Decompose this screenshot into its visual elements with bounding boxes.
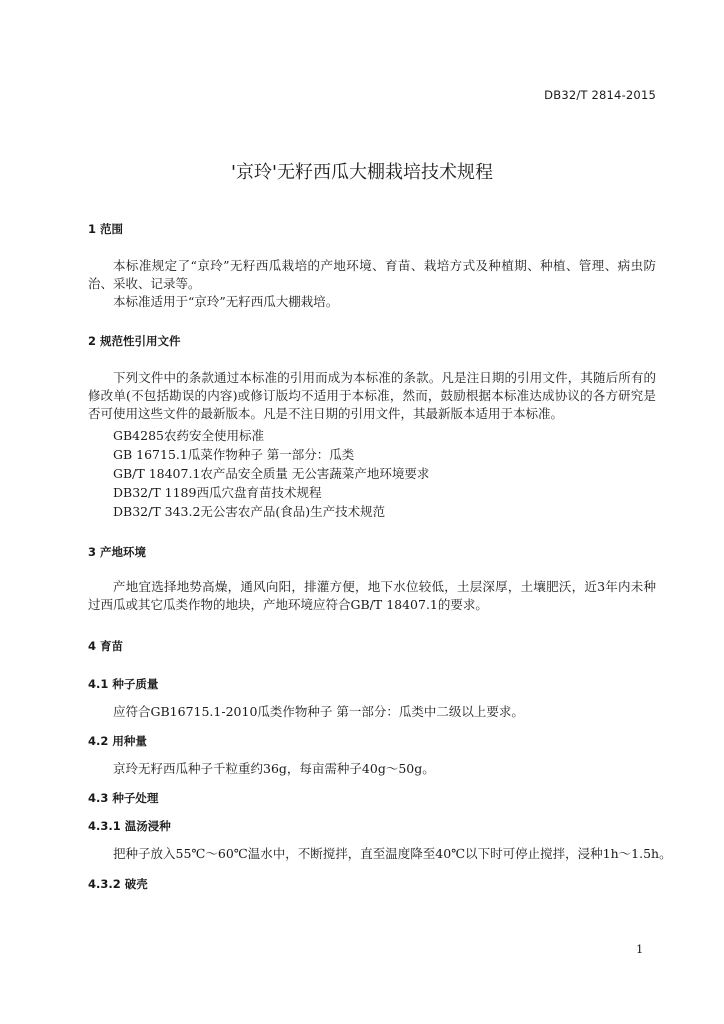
section-1-line-2: 治、采收、记录等。 (88, 276, 201, 291)
section-1-line-1: 本标准规定了“京玲”无籽西瓜栽培的产地环境、育苗、栽培方式及种植期、种植、管理、病虫防 (113, 258, 656, 273)
section-3-line-2: 过西瓜或其它瓜类作物的地块，产地环境应符合GB/T 18407.1的要求。 (88, 597, 488, 612)
subsection-4-1-text: 应符合GB16715.1-2010瓜类作物种子 第一部分：瓜类中二级以上要求。 (113, 704, 524, 719)
section-2-line-1: 下列文件中的条款通过本标准的引用而成为本标准的条款。凡是注日期的引用文件，其随后所有的 (113, 370, 656, 385)
document-number: DB32/T 2814-2015 (544, 88, 656, 102)
subsection-heading-4-3: 4.3 种子处理 (88, 791, 159, 805)
subsection-4-3-1-text: 把种子放入55℃～60℃温水中，不断搅拌，直至温度降至40℃以下时可停止搅拌，浸种1h～1.5h。 (113, 846, 672, 861)
subsection-heading-4-3-1: 4.3.1 温汤浸种 (88, 819, 171, 833)
subsection-heading-4-1: 4.1 种子质量 (88, 677, 159, 691)
reference-item: GB 16715.1瓜菜作物种子 第一部分：瓜类 (113, 447, 355, 462)
section-1-line-3: 本标准适用于“京玲”无籽西瓜大棚栽培。 (113, 294, 339, 309)
section-2-line-3: 否可使用这些文件的最新版本。凡是不注日期的引用文件，其最新版本适用于本标准。 (88, 406, 564, 421)
subsection-heading-4-2: 4.2 用种量 (88, 734, 147, 748)
reference-item: GB/T 18407.1农产品安全质量 无公害蔬菜产地环境要求 (113, 466, 430, 481)
section-heading-2: 2 规范性引用文件 (88, 334, 181, 348)
page-number: 1 (636, 942, 644, 956)
section-2-line-2: 修改单(不包括勘误的内容)或修订版均不适用于本标准，然而，鼓励根据本标准达成协议的各方研究是 (88, 388, 656, 403)
section-heading-1: 1 范围 (88, 222, 124, 236)
reference-item: DB32/T 343.2无公害农产品(食品)生产技术规范 (113, 504, 386, 519)
page-title: '京玲'无籽西瓜大棚栽培技术规程 (231, 162, 493, 183)
section-heading-4: 4 育苗 (88, 639, 124, 653)
subsection-4-2-text: 京玲无籽西瓜种子千粒重约36g，每亩需种子40g～50g。 (113, 761, 435, 776)
section-heading-3: 3 产地环境 (88, 545, 147, 559)
section-3-line-1: 产地宜选择地势高燥，通风向阳，排灌方便，地下水位较低，土层深厚，土壤肥沃，近3年内未种 (113, 579, 656, 594)
subsection-heading-4-3-2: 4.3.2 破壳 (88, 877, 148, 891)
reference-item: DB32/T 1189西瓜穴盘育苗技术规程 (113, 485, 322, 500)
reference-item: GB4285农药安全使用标准 (113, 428, 264, 443)
